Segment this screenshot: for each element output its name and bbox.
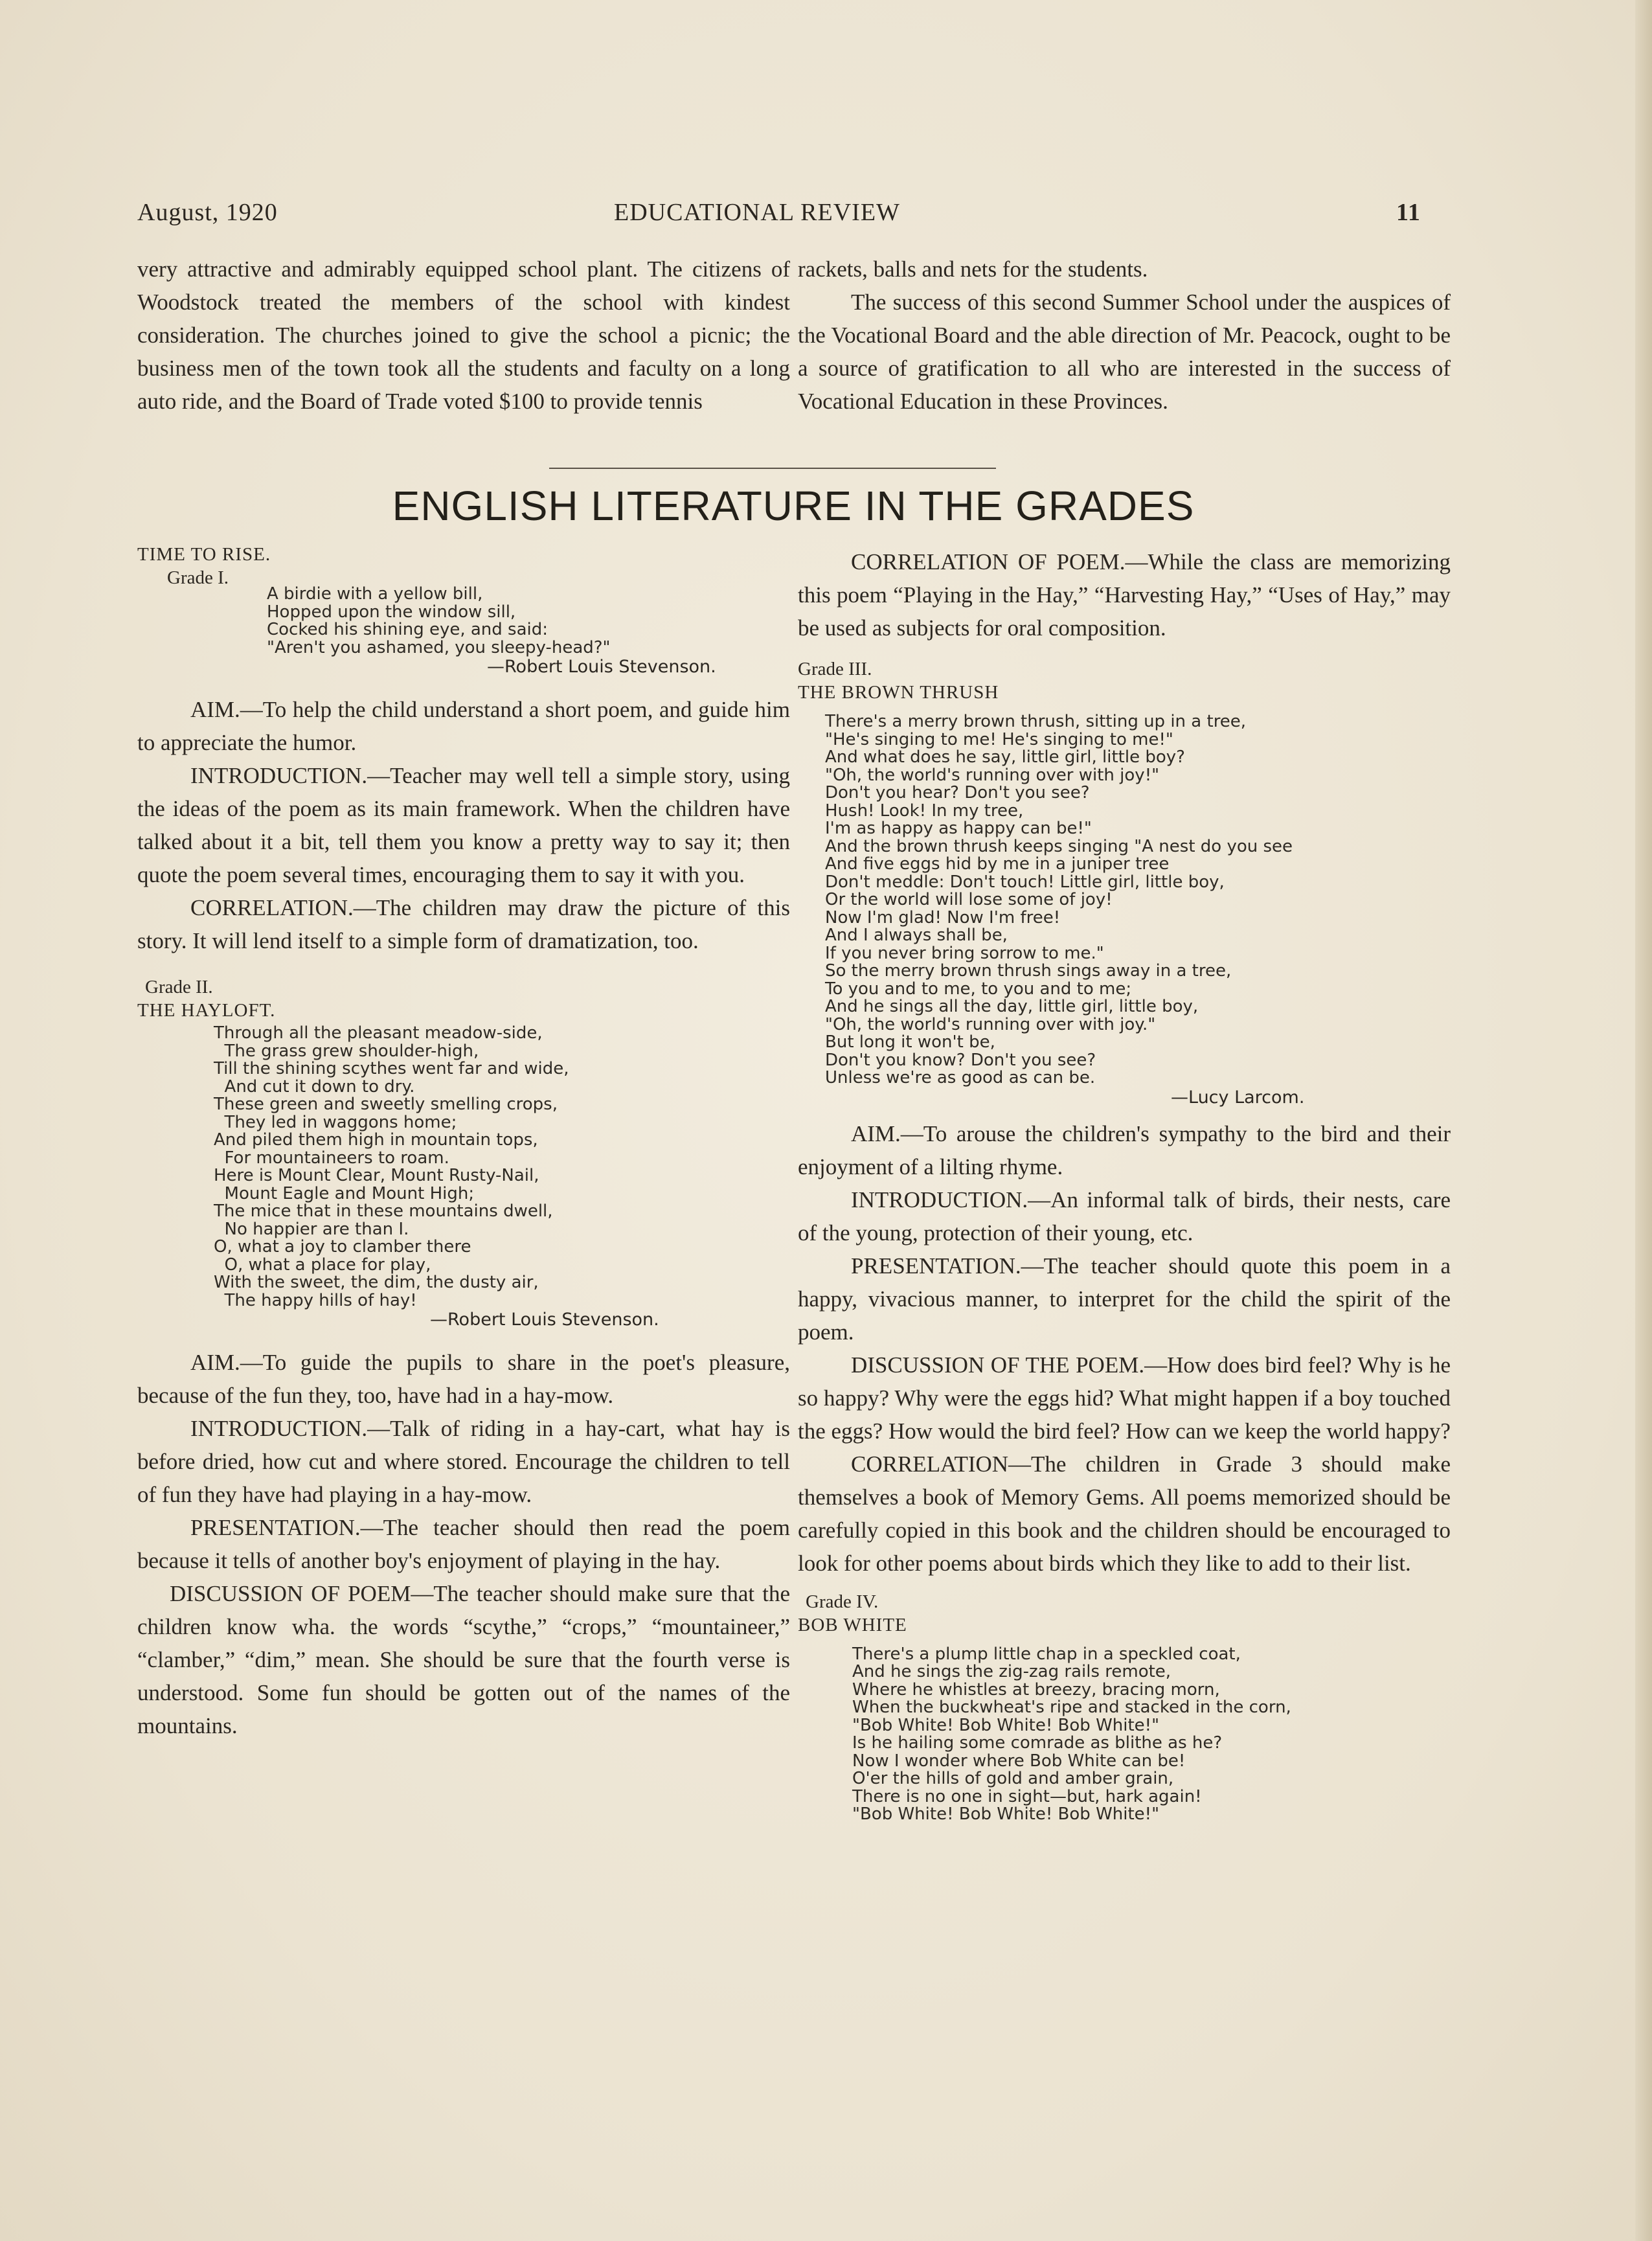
article-title: ENGLISH LITERATURE IN THE GRADES [392,483,1195,529]
grade3-discussion: DISCUSSION OF THE POEM.—How does bird feel? Why is he so happy? Why were the eggs hid? What might happen if a boy touched the eggs? How would the bird feel? How can we keep the world happy? [798,1352,1451,1444]
top-right-paragraph-1: rackets, balls and nets for the students. [798,256,1148,282]
header-publication: EDUCATIONAL REVIEW [614,199,900,226]
grade3-label: Grade III. [798,659,872,679]
grade3-poem-title: THE BROWN THRUSH [798,682,999,703]
left-column [137,543,790,1742]
right-column [798,545,1451,1824]
poem-stanza: And the brown thrush keeps singing "A nest do you see And five eggs hid by me in a juniper tree Don't meddle: Don't touch! Little girl, little boy, Or the world will lose some of joy! Now I'm glad! Now I'm free! And I always shall be, If you never bring sorrow to me." [825,836,1293,963]
grade4-label: Grade IV. [806,1591,879,1612]
grade2-label: Grade II. [145,977,213,997]
poem-stanza: Here is Mount Clear, Mount Rusty-Nail, Mount Eagle and Mount High; The mice that in these mountains dwell, No happier are than I. [214,1166,553,1239]
grade1-poem: A birdie with a yellow bill, Hopped upon the window sill, Cocked his shining eye, and said: "Aren't you ashamed, you sleepy-head?" [267,584,611,657]
header-page-number: 11 [1396,199,1421,226]
poem-stanza: So the merry brown thrush sings away in a tree, To you and to me, to you and to me; And he sings all the day, little girl, little boy, "Oh, the world's running over with joy." But long it won't be, Don't you know? Don't you see? Unless we're as good as can be. [825,961,1232,1087]
grade2-author: —Robert Louis Stevenson. [430,1310,659,1330]
grade1-correlation: CORRELATION.—The children may draw the picture of this story. It will lend itself to a simple form of dramatization, too. [137,895,790,953]
grade3-presentation: PRESENTATION.—The teacher should quote this poem in a happy, vivacious manner, to interpret for the child the spirit of the poem. [798,1253,1451,1345]
grade2-poem [214,1025,790,1310]
grade3-poem [825,713,1451,1087]
grade1-aim: AIM.—To help the child understand a short poem, and guide him to appreciate the humor. [137,697,790,755]
top-right-column [798,253,1451,418]
grade2-aim: AIM.—To guide the pupils to share in the poet's pleasure, because of the fun they, too, have had in a hay-mow. [137,1350,790,1408]
grade3-aim: AIM.—To arouse the children's sympathy to the bird and their enjoyment of a lilting rhyme. [798,1120,1451,1179]
page-spine-shadow [1635,0,1652,2241]
grade3-introduction: INTRODUCTION.—An informal talk of birds, their nests, care of the young, protection of their young, etc. [798,1187,1451,1246]
poem-stanza: There's a merry brown thrush, sitting up in a tree, "He's singing to me! He's singing to me!" And what does he say, little girl, little boy? "Oh, the world's running over with joy!" Don't you hear? Don't you see? Hush! Look! In my tree, I'm as happy as happy can be!" [825,712,1247,838]
grade1-poem-title: TIME TO RISE. [137,544,271,565]
grade2-introduction: INTRODUCTION.—Talk of riding in a hay-cart, what hay is before dried, how cut and where stored. Encourage the children to tell of fun they have had playing in a hay-mow. [137,1416,790,1507]
grade4-poem [852,1646,1451,1824]
grade1-section [137,543,790,957]
grade2-correlation: CORRELATION OF POEM.—While the class are memorizing this poem “Playing in the Hay,” “Harvesting Hay,” “Uses of Hay,” may be used as subjects for oral composition. [798,549,1451,641]
grade4-section [798,1590,1451,1824]
grade1-introduction: INTRODUCTION.—Teacher may well tell a simple story, using the ideas of the poem as its main framework. When the children have talked about it a bit, tell them you know a pretty way to say it; then quote the poem several times, encouraging them to say it with you. [137,763,790,887]
top-left-paragraph: very attractive and admirably equipped school plant. The citizens of Woodstock treated the members of the school with kindest consideration. The churches joined to give the school a picnic; the business men of the town took all the students and faculty on a long auto ride, and the Board of Trade voted $100 to provide tennis [137,256,790,414]
poem-stanza: Is he hailing some comrade as blithe as he? Now I wonder where Bob White can be! O'er the hills of gold and amber grain, There is no one in sight—but, hark again! "Bob White! Bob White! Bob White!" [852,1733,1223,1824]
header-date: August, 1920 [137,199,278,226]
poem-stanza: These green and sweetly smelling crops, They led in waggons home; And piled them high in mountain tops, For mountaineers to roam. [214,1095,558,1168]
section-divider [549,468,996,469]
grade3-correlation: CORRELATION—The children in Grade 3 should make themselves a book of Memory Gems. All poems memorized should be carefully copied in this book and the children should be encouraged to look for other poems about birds which they like to add to their list. [798,1451,1451,1576]
grade2-presentation: PRESENTATION.—The teacher should then read the poem because it tells of another boy's enjoyment of playing in the hay. [137,1515,790,1573]
grade4-poem-title: BOB WHITE [798,1614,907,1635]
grade2-discussion: DISCUSSION OF POEM—The teacher should make sure that the children know wha. the words “scythe,” “crops,” “mountaineer,” “clamber,” “dim,” mean. She should be sure that the fourth verse is understood. Some fun should be gotten out of the names of the mountains. [137,1581,790,1738]
grade3-author: —Lucy Larcom. [1171,1087,1305,1108]
grade3-section [798,657,1451,1580]
poem-stanza: There's a plump little chap in a speckled coat, And he sings the zig-zag rails remote, Where he whistles at breezy, bracing morn, When the buckwheat's ripe and stacked in the corn, "Bob White! Bob White! Bob White!" [852,1644,1291,1735]
top-right-paragraph-2: The success of this second Summer School under the auspices of the Vocational Board and the able direction of Mr. Peacock, ought to be a source of gratification to all who are interested in the success of Vocational Education in these Provinces. [798,290,1451,414]
grade1-author: —Robert Louis Stevenson. [487,657,716,677]
poem-stanza: Through all the pleasant meadow-side, The grass grew shoulder-high, Till the shining scythes went far and wide, And cut it down to dry. [214,1023,569,1097]
grade2-section [137,975,790,1742]
poem-stanza: O, what a joy to clamber there O, what a place for play, With the sweet, the dim, the dusty air, The happy hills of hay! [214,1237,539,1310]
top-left-column [137,253,790,418]
grade2-poem-title: THE HAYLOFT. [137,1000,276,1021]
grade1-label: Grade I. [167,567,229,588]
